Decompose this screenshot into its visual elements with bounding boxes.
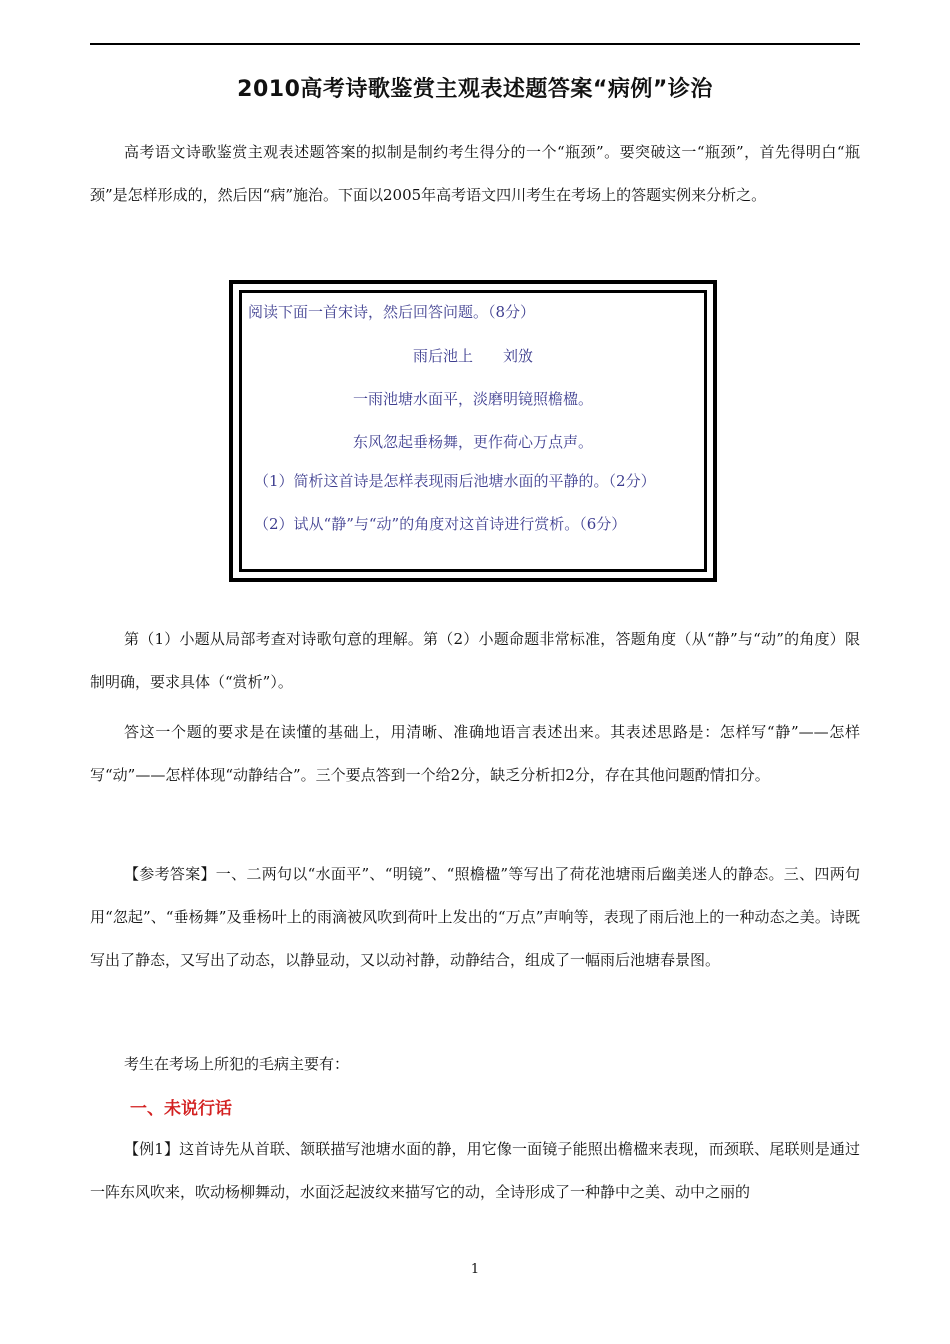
- requirement-paragraph: 答这一个题的要求是在读懂的基础上，用清晰、准确地语言表述出来。其表述思路是：怎样写“静”——怎样写“动”——怎样体现“动静结合”。三个要点答到一个给2分，缺乏分析扣2分，存在其他问题酌情扣分。: [90, 723, 860, 784]
- question-instruction: 阅读下面一首宋诗，然后回答问题。（8分）: [248, 303, 536, 321]
- errors-intro-paragraph: 考生在考场上所犯的毛病主要有：: [124, 1055, 350, 1073]
- reference-answer-paragraph: 【参考答案】一、二两句以“水面平”、“明镜”、“照檐楹”等写出了荷花池塘雨后幽美迷人的静态。三、四两句用“忽起”、“垂杨舞”及垂杨叶上的雨滴被风吹到荷叶上发出的“万点”声响等，表现了雨后池上的一种动态之美。诗既写出了静态，又写出了动态，以静显动，又以动衬静，动静结合，组成了一幅雨后池塘春景图。: [90, 865, 860, 969]
- poem-line-2: 东风忽起垂杨舞，更作荷心万点声。: [352, 433, 593, 451]
- intro-paragraph: 高考语文诗歌鉴赏主观表述题答案的拟制是制约考生得分的一个“瓶颈”。要突破这一“瓶颈”，首先得明白“瓶颈”是怎样形成的，然后因“病”施治。下面以2005年高考语文四川考生在考场上的答题实例来分析之。: [90, 143, 860, 204]
- example-1-paragraph: 【例1】这首诗先从首联、颔联描写池塘水面的静，用它像一面镜子能照出檐楹来表现，而颈联、尾联则是通过一阵东风吹来，吹动杨柳舞动，水面泛起波纹来描写它的动，全诗形成了一种静中之美、动中之丽的: [90, 1140, 860, 1201]
- question-2: （2）试从“静”与“动”的角度对这首诗进行赏析。（6分）: [254, 515, 627, 533]
- analysis-paragraph: 第（1）小题从局部考查对诗歌句意的理解。第（2）小题命题非常标准，答题角度（从“静”与“动”的角度）限制明确，要求具体（“赏析”）。: [90, 630, 860, 691]
- page-number: 1: [470, 1262, 480, 1277]
- header-rule: [90, 43, 860, 45]
- section-heading-1: 一、未说行话: [130, 1099, 232, 1119]
- question-box: [229, 280, 717, 582]
- question-box-inner: [239, 290, 707, 572]
- document-title: 2010高考诗歌鉴赏主观表述题答案“病例”诊治: [237, 77, 713, 102]
- question-1: （1）简析这首诗是怎样表现雨后池塘水面的平静的。（2分）: [254, 472, 656, 490]
- poem-title: 雨后池上 刘攽: [412, 347, 533, 365]
- poem-line-1: 一雨池塘水面平，淡磨明镜照檐楹。: [352, 390, 593, 408]
